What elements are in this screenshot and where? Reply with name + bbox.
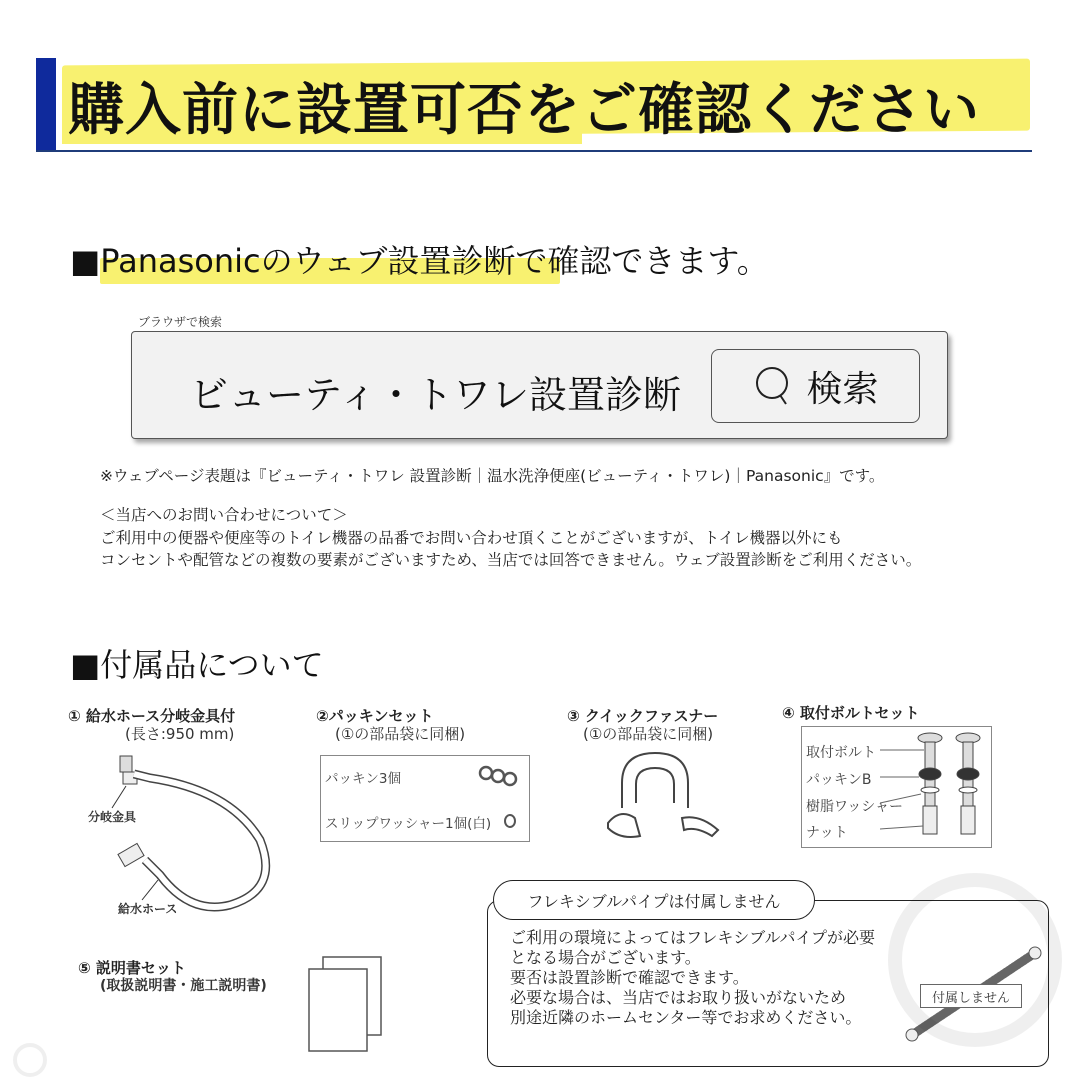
flex-pipe-tab	[493, 880, 815, 920]
watermark-small	[10, 1040, 50, 1080]
search-input[interactable]: ビューティ・トワレ設置診断	[190, 373, 681, 417]
notice-line: ご利用の環境によってはフレキシブルパイプが必要	[510, 928, 875, 947]
manuals-illustration	[305, 955, 385, 1055]
item-subtitle: (長さ:950 mm)	[125, 725, 235, 743]
bolts-illustration	[880, 728, 990, 843]
quick-fastener-illustration	[600, 748, 720, 843]
bolt-part-label: ナット	[806, 825, 848, 841]
flex-pipe-tab-label: フレキシブルパイプは付属しません	[527, 891, 781, 911]
section-title-accessories: ■付属品について	[70, 646, 324, 684]
item-title: ②パッキンセット	[316, 707, 434, 725]
contact-line: ご利用中の便器や便座等のトイレ機器の品番でお問い合わせ頂くことがございますが、トイレ機器以外にも	[100, 529, 843, 547]
search-icon	[752, 364, 796, 408]
notice-line: 要否は設置診断で確認できます。	[510, 968, 749, 987]
item-subtitle: (①の部品袋に同梱)	[335, 725, 466, 743]
bolt-part-label: 樹脂ワッシャー	[806, 799, 904, 815]
page-title-note: ※ウェブページ表題は『ビューティ・トワレ 設置診断｜温水洗浄便座(ビューティ・トワレ)｜Panasonic』です。	[100, 467, 885, 485]
part-label: 給水ホース	[118, 902, 178, 916]
item-subtitle: (①の部品袋に同梱)	[583, 725, 714, 743]
flex-pipe-text	[510, 928, 875, 1028]
supply-hose-illustration	[90, 750, 280, 920]
item-title: ③ クイックファスナー	[567, 707, 719, 725]
item-title: ④ 取付ボルトセット	[782, 704, 920, 722]
header-underline	[36, 150, 1032, 152]
part-label: 分岐金具	[88, 810, 137, 824]
bolt-part-label: パッキンB	[806, 772, 872, 788]
search-button[interactable]	[711, 349, 920, 423]
item-title: ⑤ 説明書セット	[78, 959, 186, 977]
not-included-badge: 付属しません	[920, 984, 1022, 1008]
item-subtitle: (取扱説明書・施工説明書)	[100, 978, 267, 994]
search-button-label: 検索	[806, 368, 879, 410]
bolt-part-label: 取付ボルト	[806, 745, 876, 761]
packing-row: スリップワッシャー1個(白)	[325, 816, 492, 832]
contact-heading: ＜当店へのお問い合わせについて＞	[100, 506, 348, 524]
page-title: 購入前に設置可否をご確認ください	[68, 78, 980, 143]
contact-line: コンセントや配管などの複数の要素がございますため、当店では回答できません。ウェブ設置診断をご利用ください。	[100, 551, 922, 569]
packing-row: パッキン3個	[325, 771, 401, 787]
notice-line: 必要な場合は、当店ではお取り扱いがないため	[510, 988, 847, 1007]
item-title: ① 給水ホース分岐金具付	[68, 707, 236, 725]
notice-line: 別途近隣のホームセンター等でお求めください。	[510, 1008, 862, 1027]
section-title-web: ■Panasonicのウェブ設置診断で確認できます。	[70, 242, 769, 280]
watermark-logo	[880, 860, 1070, 1060]
browser-label: ブラウザで検索	[138, 315, 223, 329]
packing-rings-icon	[478, 765, 524, 831]
notice-line: となる場合がございます。	[510, 948, 701, 967]
header-accent-bar	[36, 58, 56, 152]
